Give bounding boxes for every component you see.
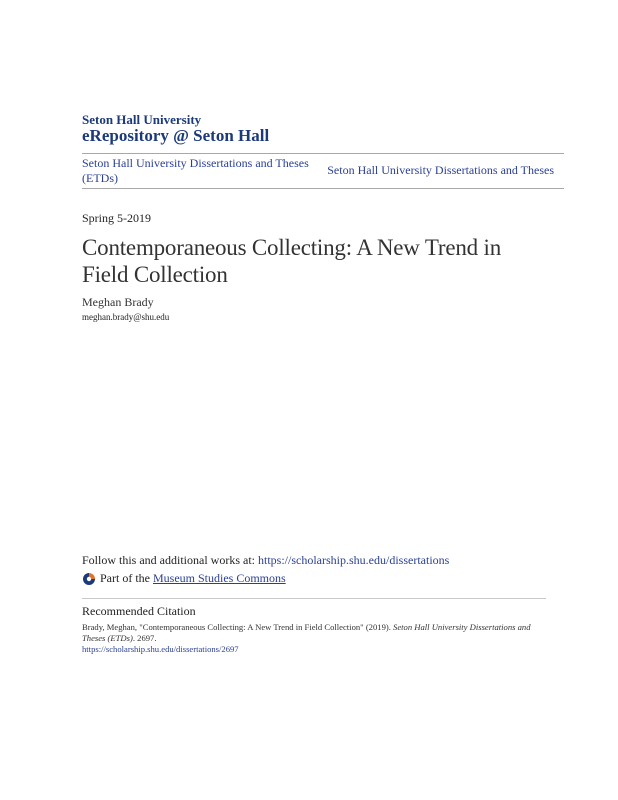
citation-rule: [82, 598, 546, 599]
follow-prefix: Follow this and additional works at:: [82, 553, 258, 567]
citation-url-link[interactable]: https://scholarship.shu.edu/dissertations/2697: [82, 644, 239, 654]
part-of-line: [82, 571, 286, 586]
follow-line: [82, 553, 449, 568]
bepress-commons-icon: [82, 572, 96, 586]
citation-text: [82, 622, 532, 644]
collection-link-right[interactable]: Seton Hall University Dissertations and Theses: [327, 163, 554, 177]
citation-text-end: . 2697.: [132, 633, 157, 643]
citation-series: Seton Hall University Dissertations and Theses (ETDs): [82, 622, 531, 643]
part-of-prefix: Part of the: [100, 571, 150, 585]
paper-title: Contemporaneous Collecting: A New Trend in Field Collection: [82, 235, 501, 287]
repository-link[interactable]: eRepository @ Seton Hall: [82, 126, 270, 145]
header-top-rule: [82, 153, 564, 154]
collection-link-left[interactable]: Seton Hall University Dissertations and Theses (ETDs): [82, 156, 309, 185]
museum-studies-commons-link[interactable]: Museum Studies Commons: [153, 571, 286, 585]
institution-name: Seton Hall University: [82, 112, 202, 127]
author-name: Meghan Brady: [82, 295, 154, 309]
header-bottom-rule: [82, 188, 564, 189]
author-email: meghan.brady@shu.edu: [82, 312, 170, 322]
citation-text-start: Brady, Meghan, "Contemporaneous Collecting: A New Trend in Field Collection" (2019).: [82, 622, 394, 632]
publication-date: Spring 5-2019: [82, 211, 151, 225]
dissertations-link[interactable]: https://scholarship.shu.edu/dissertations: [258, 553, 450, 567]
citation-heading: Recommended Citation: [82, 604, 196, 618]
